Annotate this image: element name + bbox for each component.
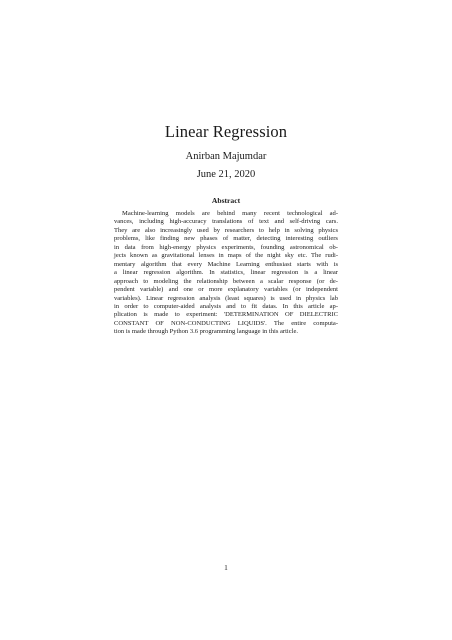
abstract-heading: Abstract (211, 196, 241, 205)
abstract-line: a linear regression algorithm. In statistics, linear regression is a linear (114, 269, 338, 277)
abstract-line: They are also increasingly used by researchers to help in solving physics (114, 226, 338, 234)
paper-date: June 21, 2020 (196, 169, 256, 180)
abstract-line: plication is made to experiment: 'DETERMINATION OF DIELECTRIC (114, 311, 338, 319)
paper-author: Anirban Majumdar (185, 151, 267, 162)
abstract-line: problems, like finding new phases of matter, detecting interesting outliers (114, 235, 338, 243)
abstract-body (114, 210, 338, 337)
page-number: 1 (224, 563, 228, 572)
abstract-line: CONSTANT OF NON-CONDUCTING LIQUIDS'. The entire computa- (114, 319, 338, 327)
abstract-line: tion is made through Python 3.6 programming language in this article. (114, 328, 299, 336)
abstract-line: vances, including high-accuracy translations of text and self-driving cars. (114, 218, 338, 226)
abstract-line: approach to modeling the relationship between a scalar response (or de- (114, 277, 338, 285)
abstract-line: in data from high-energy physics experiments, founding astronomical ob- (114, 243, 338, 251)
abstract-line: Machine-learning models are behind many recent technological ad- (122, 210, 338, 217)
abstract-line: variables). Linear regression analysis (least squares) is used in physics lab (114, 294, 338, 302)
abstract-line: mentary algorithm that every Machine Learning enthusiast starts with is (114, 260, 338, 268)
abstract-line: pendent variable) and one or more explanatory variables (or independent (114, 286, 338, 294)
abstract-line: jects known as gravitational lenses in maps of the night sky etc. The rudi- (114, 252, 338, 260)
abstract-line: in order to computer-aided analysis and to fit datas. In this article ap- (114, 302, 338, 310)
paper-title: Linear Regression (164, 122, 288, 141)
